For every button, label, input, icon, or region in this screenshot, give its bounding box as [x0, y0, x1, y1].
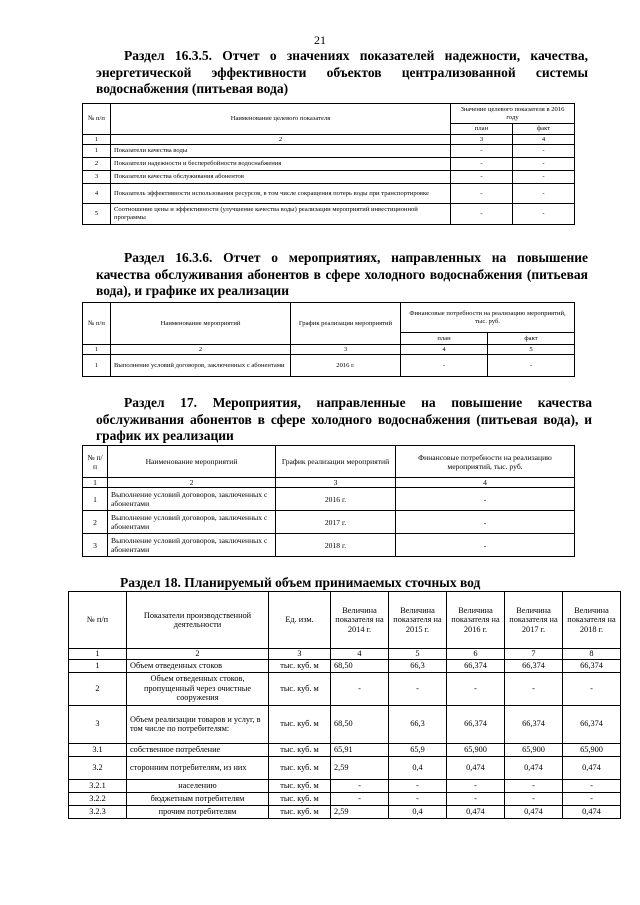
column-number: 5 [389, 649, 447, 660]
header-fact: факт [513, 124, 575, 135]
row-value-2018: 0,474 [563, 756, 621, 779]
row-unit: тыс. куб. м [269, 743, 331, 756]
row-name: Выполнение условий договоров, заключенных с абонентами [108, 534, 276, 557]
table-row [83, 158, 575, 171]
row-value-2015: - [389, 672, 447, 705]
row-unit: тыс. куб. м [269, 659, 331, 672]
table-row [69, 705, 621, 743]
service-measures-report-table [82, 302, 575, 377]
row-value-2018: 66,374 [563, 659, 621, 672]
table-row [69, 792, 621, 805]
column-number: 4 [513, 135, 575, 145]
table-row [83, 355, 575, 377]
row-no: 3.2.3 [69, 805, 127, 818]
row-name: населению [127, 779, 269, 792]
section-18-title: Раздел 18. Планируемый объем принимаемых сточных вод [120, 575, 481, 590]
row-value-2015: 66,3 [389, 705, 447, 743]
row-name: Объем реализации товаров и услуг, в том числе по потребителям: [127, 705, 269, 743]
row-unit: тыс. куб. м [269, 756, 331, 779]
row-value-2014: 2,59 [331, 756, 389, 779]
row-value-2018: - [563, 779, 621, 792]
row-no: 4 [83, 184, 111, 204]
row-schedule: 2018 г. [276, 534, 396, 557]
header-indicator-name: Наименование целевого показателя [111, 104, 451, 135]
row-name: Показатель эффективности использования ресурсов, в том числе сокращения потерь воды при транспортировке [111, 184, 451, 204]
row-no: 3.2 [69, 756, 127, 779]
row-value-2014: - [331, 779, 389, 792]
header-target-value: Значение целевого показателя в 2016 году [451, 104, 575, 124]
row-name: сторонним потребителям, из них [127, 756, 269, 779]
row-value-2015: 66,3 [389, 659, 447, 672]
table-row [83, 171, 575, 184]
reliability-indicators-table [82, 103, 575, 225]
row-plan: - [451, 204, 513, 225]
row-name: Выполнение условий договоров, заключенных с абонентами [108, 488, 276, 511]
header-value-2014: Величина показателя на 2014 г. [331, 592, 389, 649]
row-value-2014: - [331, 792, 389, 805]
row-plan: - [451, 145, 513, 158]
row-unit: тыс. куб. м [269, 779, 331, 792]
column-number: 1 [83, 135, 111, 145]
header-unit: Ед. изм. [269, 592, 331, 649]
row-value-2015: - [389, 779, 447, 792]
table-row [83, 145, 575, 158]
column-number: 5 [488, 345, 575, 355]
wastewater-volume-table [68, 591, 621, 819]
row-value-2017: 66,374 [505, 705, 563, 743]
column-number: 4 [401, 345, 488, 355]
column-number: 6 [447, 649, 505, 660]
header-measure-name: Наименование мероприятий [108, 446, 276, 478]
header-fact: факт [488, 333, 575, 345]
header-no: № п/п [83, 303, 111, 345]
table-row [83, 488, 575, 511]
row-value-2014: 68,50 [331, 659, 389, 672]
row-no: 3 [83, 171, 111, 184]
row-value-2015: 0,4 [389, 756, 447, 779]
row-value-2017: 0,474 [505, 756, 563, 779]
table-row [83, 534, 575, 557]
column-number: 2 [111, 135, 451, 145]
row-plan: - [451, 171, 513, 184]
row-value-2016: - [447, 792, 505, 805]
row-value-2014: 2,59 [331, 805, 389, 818]
row-no: 2 [83, 511, 108, 534]
table-row [69, 659, 621, 672]
row-name: Показатели качества воды [111, 145, 451, 158]
row-no: 2 [83, 158, 111, 171]
header-value-2016: Величина показателя на 2016 г. [447, 592, 505, 649]
column-number-row [83, 135, 575, 145]
row-name: Выполнение условий договоров, заключенных с абонентами [108, 511, 276, 534]
row-no: 3.1 [69, 743, 127, 756]
row-schedule: 2016 г. [291, 355, 401, 377]
row-name: Объем отведенных стоков [127, 659, 269, 672]
row-no: 5 [83, 204, 111, 225]
row-fact: - [513, 171, 575, 184]
column-number: 2 [108, 478, 276, 488]
row-plan: - [451, 184, 513, 204]
column-number: 8 [563, 649, 621, 660]
row-value-2015: - [389, 792, 447, 805]
row-name: Объем отведенных стоков, пропущенный через очистные сооружения [127, 672, 269, 705]
column-number: 3 [291, 345, 401, 355]
header-no: № п/п [69, 592, 127, 649]
column-number: 2 [111, 345, 291, 355]
row-schedule: 2016 г. [276, 488, 396, 511]
row-no: 2 [69, 672, 127, 705]
row-value-2017: 66,374 [505, 659, 563, 672]
row-unit: тыс. куб. м [269, 705, 331, 743]
row-value-2018: - [563, 792, 621, 805]
row-fact: - [513, 204, 575, 225]
service-measures-plan-table [82, 445, 575, 557]
section-17-title: Раздел 17. Мероприятия, направленные на повышение качества обслуживания абонентов в сфере холодного водоснабжения (питьевая вода), и график их реализации [96, 395, 592, 443]
row-no: 3.2.2 [69, 792, 127, 805]
row-fact: - [513, 158, 575, 171]
column-number: 7 [505, 649, 563, 660]
row-value-2017: 0,474 [505, 805, 563, 818]
header-value-2015: Величина показателя на 2015 г. [389, 592, 447, 649]
row-plan: - [451, 158, 513, 171]
column-number: 3 [451, 135, 513, 145]
column-number-row [69, 649, 621, 660]
column-number: 4 [396, 478, 575, 488]
row-unit: тыс. куб. м [269, 792, 331, 805]
table-row [69, 805, 621, 818]
header-measure-name: Наименование мероприятий [111, 303, 291, 345]
column-number-row [83, 345, 575, 355]
row-name: бюджетным потребителям [127, 792, 269, 805]
row-no: 1 [83, 488, 108, 511]
row-value-2016: - [447, 672, 505, 705]
row-value-2016: 65,900 [447, 743, 505, 756]
row-unit: тыс. куб. м [269, 805, 331, 818]
row-value-2017: - [505, 792, 563, 805]
row-value-2016: 0,474 [447, 805, 505, 818]
header-value-2018: Величина показателя на 2018 г. [563, 592, 621, 649]
row-no: 3 [69, 705, 127, 743]
header-financial-needs: Финансовые потребности на реализацию мероприятий, тыс. руб. [401, 303, 575, 333]
row-financial-needs: - [396, 488, 575, 511]
row-name: собственное потребление [127, 743, 269, 756]
header-financial-needs: Финансовые потребности на реализацию мероприятий, тыс. руб. [396, 446, 575, 478]
section-16-3-5-title: Раздел 16.3.5. Отчет о значениях показателей надежности, качества, энергетической эффективности объектов централизованной системы водоснабжения (питьевая вода) [96, 48, 588, 96]
row-no: 3 [83, 534, 108, 557]
table-row [83, 184, 575, 204]
header-no: № п/п [83, 446, 108, 478]
row-financial-needs: - [396, 511, 575, 534]
table-row [69, 779, 621, 792]
row-unit: тыс. куб. м [269, 672, 331, 705]
column-number-row [83, 478, 575, 488]
table-row [69, 756, 621, 779]
row-value-2015: 0,4 [389, 805, 447, 818]
column-number: 3 [269, 649, 331, 660]
row-value-2016: 66,374 [447, 659, 505, 672]
header-schedule: График реализации мероприятий [291, 303, 401, 345]
column-number: 1 [83, 478, 108, 488]
column-number: 2 [127, 649, 269, 660]
table-row [69, 672, 621, 705]
row-schedule: 2017 г. [276, 511, 396, 534]
header-value-2017: Величина показателя на 2017 г. [505, 592, 563, 649]
header-plan: план [451, 124, 513, 135]
header-no: № п/п [83, 104, 111, 135]
row-fact: - [488, 355, 575, 377]
row-no: 1 [69, 659, 127, 672]
column-number: 1 [69, 649, 127, 660]
row-plan: - [401, 355, 488, 377]
row-fact: - [513, 184, 575, 204]
row-value-2016: 0,474 [447, 756, 505, 779]
row-name: Показатели качества обслуживания абонентов [111, 171, 451, 184]
row-name: прочим потребителям [127, 805, 269, 818]
row-value-2014: - [331, 672, 389, 705]
section-16-3-6-title: Раздел 16.3.6. Отчет о мероприятиях, направленных на повышение качества обслуживания абонентов в сфере холодного водоснабжения (питьевая вода), и графике их реализации [96, 250, 588, 298]
page-number: 21 [314, 33, 326, 47]
row-value-2016: 66,374 [447, 705, 505, 743]
header-indicator-name: Показатели производственной деятельности [127, 592, 269, 649]
row-value-2016: - [447, 779, 505, 792]
row-no: 1 [83, 145, 111, 158]
row-value-2018: 66,374 [563, 705, 621, 743]
row-value-2014: 65,91 [331, 743, 389, 756]
row-value-2018: - [563, 672, 621, 705]
row-value-2017: 65,900 [505, 743, 563, 756]
header-schedule: График реализации мероприятий [276, 446, 396, 478]
row-value-2014: 68,50 [331, 705, 389, 743]
column-number: 3 [276, 478, 396, 488]
row-no: 1 [83, 355, 111, 377]
header-plan: план [401, 333, 488, 345]
row-no: 3.2.1 [69, 779, 127, 792]
row-value-2015: 65,9 [389, 743, 447, 756]
table-row [83, 511, 575, 534]
row-fact: - [513, 145, 575, 158]
row-name: Показатели надежности и бесперебойности водоснабжения [111, 158, 451, 171]
row-value-2018: 65,900 [563, 743, 621, 756]
row-financial-needs: - [396, 534, 575, 557]
column-number: 4 [331, 649, 389, 660]
row-value-2018: 0,474 [563, 805, 621, 818]
table-row [83, 204, 575, 225]
column-number: 1 [83, 345, 111, 355]
table-row [69, 743, 621, 756]
row-name: Выполнение условий договоров, заключенных с абонентами [111, 355, 291, 377]
row-name: Соотношение цены и эффективности (улучшение качества воды) реализации мероприятий инвестиционной программы [111, 204, 451, 225]
row-value-2017: - [505, 779, 563, 792]
row-value-2017: - [505, 672, 563, 705]
